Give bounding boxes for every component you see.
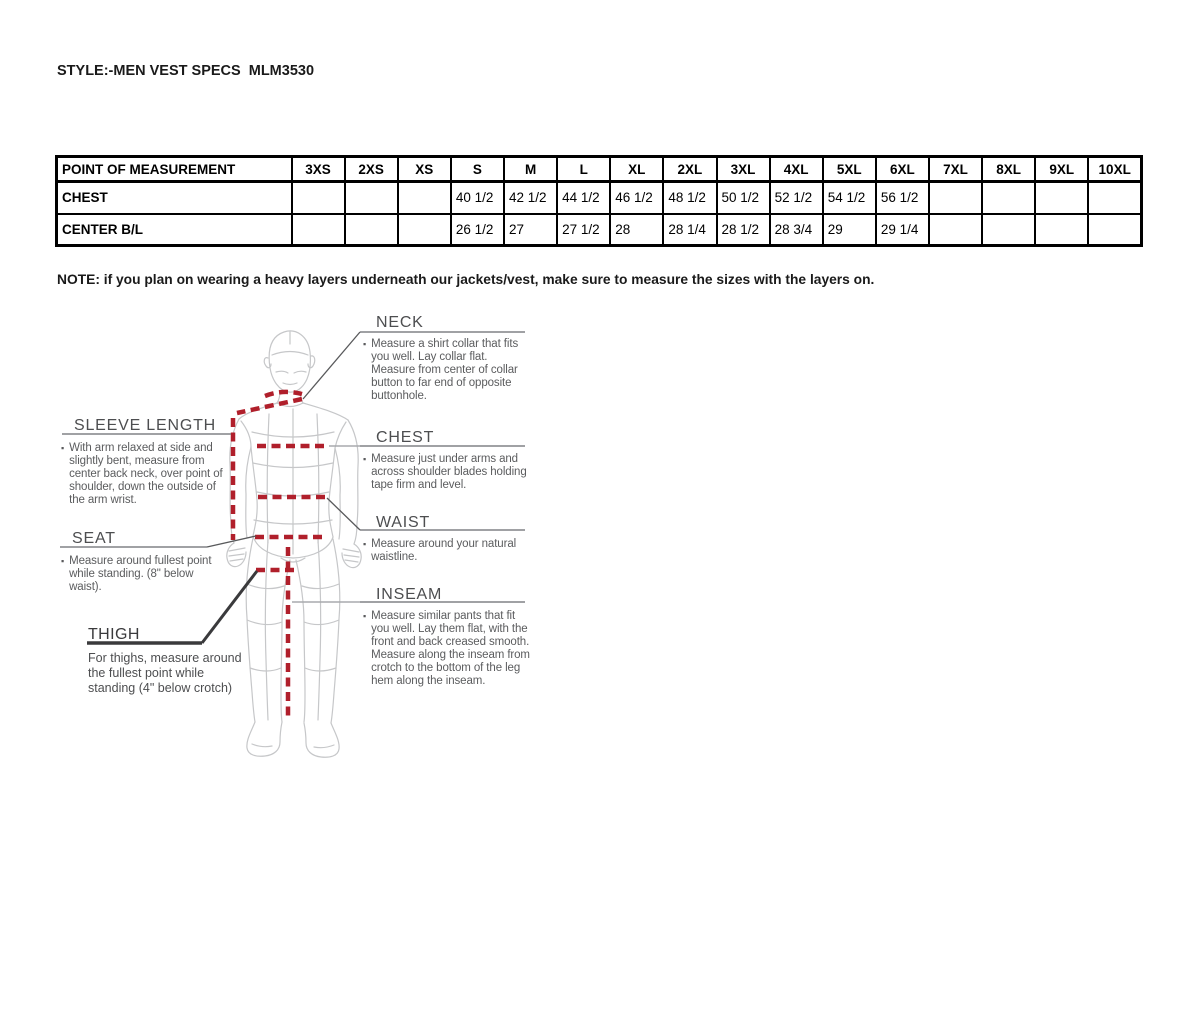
size-value-cell: 29 1/4 bbox=[876, 214, 929, 246]
size-value-cell: 52 1/2 bbox=[770, 182, 823, 214]
chest-description bbox=[363, 453, 535, 492]
body-figure bbox=[227, 331, 361, 757]
row-label: CENTER B/L bbox=[57, 214, 292, 246]
table-row bbox=[57, 214, 1142, 246]
row-label: CHEST bbox=[57, 182, 292, 214]
size-value-cell: 26 1/2 bbox=[451, 214, 504, 246]
column-header-size: 6XL bbox=[876, 157, 929, 182]
layers-note: NOTE: if you plan on wearing a heavy layers underneath our jackets/vest, make sure to measure the sizes with the layers on. bbox=[57, 272, 875, 287]
column-header-size: 3XL bbox=[717, 157, 770, 182]
size-value-cell: 48 1/2 bbox=[663, 182, 716, 214]
column-header-size: 10XL bbox=[1088, 157, 1141, 182]
inseam-description-text: Measure similar pants that fit you well. Lay them flat, with the front and back creased smooth. Measure along the inseam from crotch to the bottom of the leg hem along the inseam. bbox=[371, 610, 530, 687]
neck-description bbox=[363, 338, 531, 403]
size-value-cell bbox=[345, 182, 398, 214]
size-value-cell: 40 1/2 bbox=[451, 182, 504, 214]
neck-leader-line bbox=[303, 332, 360, 399]
column-header-size: 9XL bbox=[1035, 157, 1088, 182]
bullet-icon: ▪ bbox=[61, 443, 65, 453]
chest-description-text: Measure just under arms and across shoulder blades holding tape firm and level. bbox=[371, 453, 527, 491]
bullet-icon: ▪ bbox=[363, 611, 367, 621]
waist-description bbox=[363, 538, 523, 564]
neck-measure-line bbox=[265, 392, 302, 396]
size-table-container bbox=[55, 155, 1143, 247]
size-value-cell bbox=[398, 214, 451, 246]
size-value-cell: 56 1/2 bbox=[876, 182, 929, 214]
size-value-cell bbox=[982, 182, 1035, 214]
column-header-size: XL bbox=[610, 157, 663, 182]
column-header-size: S bbox=[451, 157, 504, 182]
size-value-cell: 42 1/2 bbox=[504, 182, 557, 214]
size-value-cell: 29 bbox=[823, 214, 876, 246]
size-value-cell bbox=[929, 182, 982, 214]
waist-heading: WAIST bbox=[376, 514, 431, 531]
size-value-cell bbox=[292, 182, 345, 214]
thigh-heading: THIGH bbox=[88, 626, 140, 643]
size-value-cell: 28 3/4 bbox=[770, 214, 823, 246]
column-header-label: POINT OF MEASUREMENT bbox=[57, 157, 292, 182]
bullet-icon: ▪ bbox=[363, 539, 367, 549]
column-header-size: 4XL bbox=[770, 157, 823, 182]
sleeve-length-heading: SLEEVE LENGTH bbox=[74, 417, 217, 434]
column-header-size: 2XL bbox=[663, 157, 716, 182]
size-value-cell bbox=[929, 214, 982, 246]
size-value-cell: 28 bbox=[610, 214, 663, 246]
column-header-size: 3XS bbox=[292, 157, 345, 182]
column-header-size: M bbox=[504, 157, 557, 182]
size-value-cell bbox=[398, 182, 451, 214]
column-header-size: 8XL bbox=[982, 157, 1035, 182]
size-value-cell: 46 1/2 bbox=[610, 182, 663, 214]
size-value-cell: 27 bbox=[504, 214, 557, 246]
size-value-cell bbox=[1035, 214, 1088, 246]
waist-leader-line bbox=[327, 498, 360, 530]
seat-description bbox=[61, 555, 221, 594]
neck-heading: NECK bbox=[376, 314, 424, 331]
sleeve-length-description bbox=[61, 442, 226, 507]
thigh-description bbox=[88, 651, 243, 696]
neck-description-text: Measure a shirt collar that fits you well. Lay collar flat. Measure from center of collar button to far end of opposite buttonhole. bbox=[371, 338, 519, 402]
column-header-size: XS bbox=[398, 157, 451, 182]
size-value-cell: 27 1/2 bbox=[557, 214, 610, 246]
bullet-icon: ▪ bbox=[363, 454, 367, 464]
size-value-cell bbox=[292, 214, 345, 246]
column-header-size: L bbox=[557, 157, 610, 182]
size-value-cell: 44 1/2 bbox=[557, 182, 610, 214]
size-table-header-row bbox=[57, 157, 1142, 182]
column-header-size: 7XL bbox=[929, 157, 982, 182]
size-value-cell: 54 1/2 bbox=[823, 182, 876, 214]
column-header-size: 5XL bbox=[823, 157, 876, 182]
inseam-heading: INSEAM bbox=[376, 586, 443, 603]
sleeve-length-description-text: With arm relaxed at side and slightly bent, measure from center back neck, over point of shoulder, down the outside of the arm wrist. bbox=[69, 442, 223, 506]
chest-heading: CHEST bbox=[376, 429, 435, 446]
bullet-icon: ▪ bbox=[61, 556, 65, 566]
thigh-description-text: For thighs, measure around the fullest point while standing (4" below crotch) bbox=[88, 651, 242, 695]
inseam-description bbox=[363, 610, 535, 688]
size-value-cell bbox=[1088, 214, 1141, 246]
seat-heading: SEAT bbox=[72, 530, 116, 547]
size-value-cell bbox=[345, 214, 398, 246]
size-value-cell bbox=[982, 214, 1035, 246]
size-value-cell bbox=[1088, 182, 1141, 214]
size-value-cell: 50 1/2 bbox=[717, 182, 770, 214]
column-header-size: 2XS bbox=[345, 157, 398, 182]
waist-description-text: Measure around your natural waistline. bbox=[371, 538, 517, 563]
page-title: STYLE:-MEN VEST SPECS MLM3530 bbox=[57, 63, 315, 79]
bullet-icon: ▪ bbox=[363, 339, 367, 349]
size-value-cell: 28 1/4 bbox=[663, 214, 716, 246]
size-value-cell bbox=[1035, 182, 1088, 214]
size-table bbox=[55, 155, 1143, 247]
size-value-cell: 28 1/2 bbox=[717, 214, 770, 246]
size-table-body bbox=[57, 182, 1142, 246]
table-row bbox=[57, 182, 1142, 214]
seat-description-text: Measure around fullest point while standing. (8" below waist). bbox=[69, 555, 212, 593]
